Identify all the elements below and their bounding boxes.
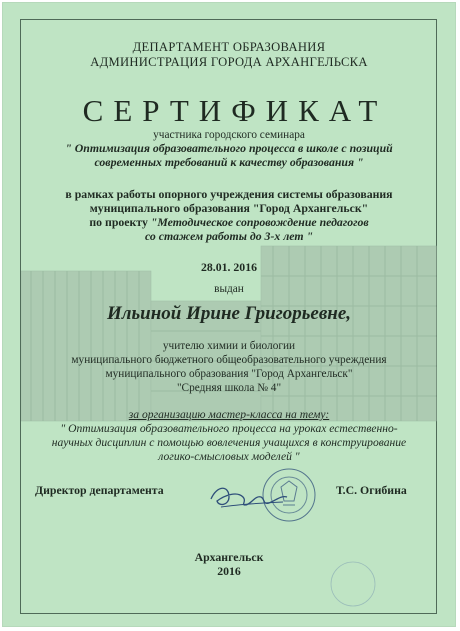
header-line-1: ДЕПАРТАМЕНТ ОБРАЗОВАНИЯ (132, 40, 326, 54)
reason-heading: за организацию мастер-класса на тему: (128, 408, 330, 421)
reason-line-3: научных дисциплин с помощью вовлечения учащихся в конструирование (51, 436, 407, 449)
signature-stamp-icon (199, 465, 319, 527)
signature-name: Т.С. Огибина (336, 483, 407, 497)
certificate-paper (3, 3, 455, 626)
position-line-3: муниципального образования "Город Архангельск" (105, 368, 353, 380)
signature-role: Директор департамента (35, 483, 164, 497)
certificate-date: 28.01. 2016 (200, 260, 258, 274)
position-line-4: "Средняя школа № 4" (176, 382, 282, 394)
framework-line-2: муниципального образования "Город Архангельск" (89, 201, 369, 215)
issued-label: выдан (214, 283, 244, 295)
seminar-title-line-1: " Оптимизация образовательного процесса в школе с позиций (65, 141, 393, 155)
framework-line-1: в рамках работы опорного учреждения системы образования (65, 187, 393, 201)
header-line-2: АДМИНИСТРАЦИЯ ГОРОДА АРХАНГЕЛЬСКА (90, 55, 368, 69)
reason-line-1 (3, 408, 455, 422)
framework-project-prefix: по проекту (89, 215, 151, 229)
reason-line-4: логико-смысловых моделей " (158, 450, 300, 463)
framework-line-4: со стажем работы до 3-х лет " (144, 229, 314, 243)
recipient-name: Ильиной Ирине Григорьевне, (106, 303, 352, 324)
position-line-2: муниципального бюджетного общеобразовательного учреждения (71, 354, 387, 366)
framework-project-name: "Методическое сопровождение педагогов (150, 215, 369, 229)
position-line-1: учителю химии и биологии (162, 340, 296, 352)
seminar-title-line-2: современных требований к качеству образования " (94, 155, 364, 169)
footer-year: 2016 (217, 564, 241, 578)
reason-line-2: " Оптимизация образовательного процесса на уроках естественно- (60, 422, 398, 435)
framework-line-3 (3, 216, 455, 230)
certificate-title: СЕРТИФИКАТ (82, 93, 388, 128)
participant-line: участника городского семинара (153, 129, 305, 141)
footer-city: Архангельск (194, 550, 264, 564)
